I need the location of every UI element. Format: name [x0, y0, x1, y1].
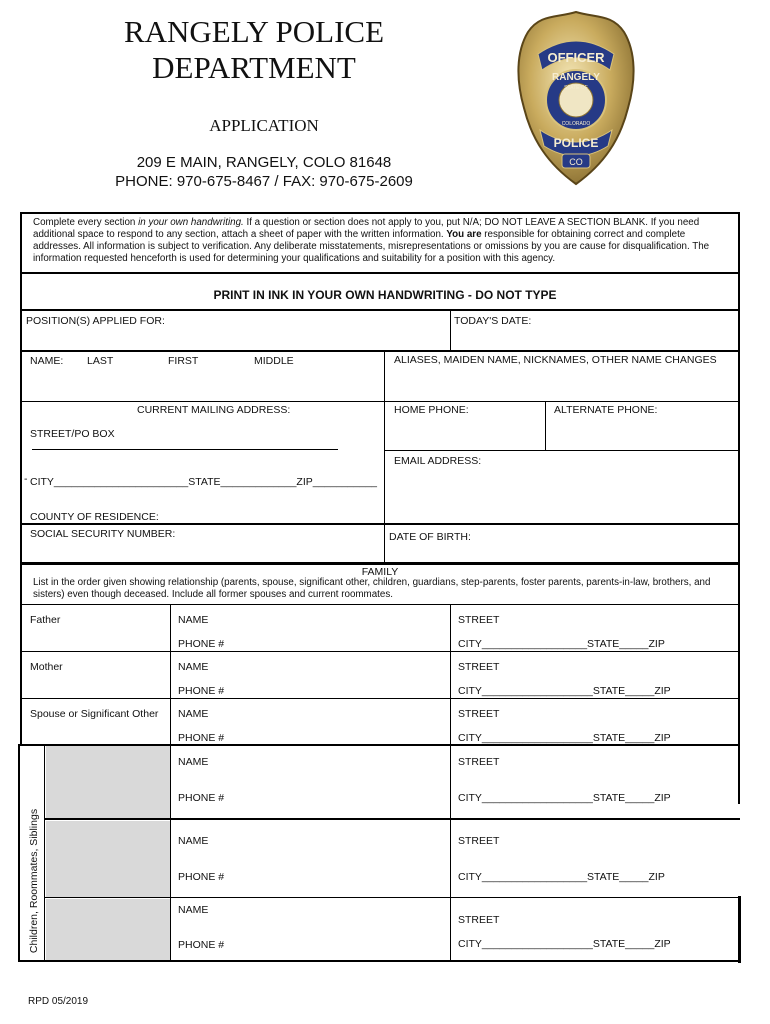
alternate-phone-label: ALTERNATE PHONE: — [554, 404, 658, 416]
print-in-ink-banner: PRINT IN INK IN YOUR OWN HANDWRITING - DO NOT TYPE — [213, 288, 557, 302]
city-state-zip-line[interactable]: CITY_______________________STATE_____________ZIP___________ — [30, 476, 377, 488]
aliases-label: ALIASES, MAIDEN NAME, NICKNAMES, OTHER NAME CHANGES — [394, 354, 717, 366]
child-2-relationship-cell[interactable] — [46, 821, 170, 897]
name-label: NAME: — [30, 355, 64, 367]
title-line-2: DEPARTMENT — [152, 50, 356, 85]
badge-co-text: CO — [569, 157, 583, 167]
mother-label: Mother — [30, 661, 63, 673]
spouse-label: Spouse or Significant Other — [30, 708, 159, 720]
father-phone-label: PHONE # — [178, 638, 225, 650]
first-name-label: FIRST — [168, 355, 199, 367]
father-name-label: NAME — [178, 614, 209, 626]
home-phone-input[interactable] — [390, 420, 540, 446]
spouse-street-label: STREET — [458, 708, 500, 720]
title-line-1: RANGELY POLICE — [123, 14, 385, 49]
mailing-address-label: CURRENT MAILING ADDRESS: — [137, 404, 291, 416]
child-3-phone-label: PHONE # — [178, 939, 225, 951]
child-3-name-label: NAME — [178, 904, 209, 916]
county-input[interactable] — [170, 508, 378, 522]
email-label: EMAIL ADDRESS: — [394, 455, 482, 467]
family-heading: FAMILY — [361, 566, 399, 578]
alternate-phone-input[interactable] — [550, 420, 734, 446]
spouse-phone-label: PHONE # — [178, 732, 225, 744]
father-city-line[interactable]: CITY__________________STATE_____ZIP — [458, 638, 665, 650]
street-po-box-label: STREET/PO BOX — [30, 428, 115, 440]
badge-state2-text: COLORADO — [561, 121, 591, 127]
badge-police-text: POLICE — [553, 136, 599, 150]
family-instructions: List in the order given showing relationship (parents, spouse, significant other, children, guardians, step-parents, foster parents, parents-in-law, brothers, and sisters) even though deceased. Include all former spouses and current roommates. — [33, 577, 711, 600]
spouse-city-line[interactable]: CITY___________________STATE_____ZIP — [458, 732, 671, 744]
email-input[interactable] — [390, 470, 734, 518]
todays-date-input[interactable] — [454, 330, 734, 348]
department-phone-fax: PHONE: 970-675-8467 / FAX: 970-675-2609 — [115, 173, 413, 190]
dob-label: DATE OF BIRTH: — [389, 531, 471, 543]
father-street-label: STREET — [458, 614, 500, 626]
child-3-street-label: STREET — [458, 914, 500, 926]
aliases-input[interactable] — [390, 370, 734, 398]
child-1-phone-label: PHONE # — [178, 792, 225, 804]
instructions-text: Complete every section in your own handwriting. If a question or section does not apply to you, put N/A; DO NOT LEAVE A SECTION BLANK. If you need additional space to respond to any section, attach a sheet of paper with the written information. You are responsible for obtaining correct and complete addresses. All information is subject to verification. Any deliberate misstatements, misrepresentations or omissions by you are cause for disqualification. The information requested henceforth is used for determining your qualifications and suitability for a position with this agency. — [33, 217, 710, 264]
father-label: Father — [30, 614, 61, 626]
spouse-name-label: NAME — [178, 708, 209, 720]
child-2-street-label: STREET — [458, 835, 500, 847]
child-2-phone-label: PHONE # — [178, 871, 225, 883]
county-label: COUNTY OF RESIDENCE: — [30, 511, 159, 523]
child-2-name-label: NAME — [178, 835, 209, 847]
badge-name-text: RANGELY — [552, 72, 600, 83]
todays-date-label: TODAY'S DATE: — [454, 315, 532, 327]
mother-name-label: NAME — [178, 661, 209, 673]
child-1-city-line[interactable]: CITY___________________STATE_____ZIP — [458, 792, 671, 804]
child-1-name-label: NAME — [178, 756, 209, 768]
ssn-label: SOCIAL SECURITY NUMBER: — [30, 528, 176, 540]
mother-phone-label: PHONE # — [178, 685, 225, 697]
street-po-box-input[interactable] — [120, 428, 338, 446]
ssn-input[interactable] — [26, 542, 378, 560]
mother-street-label: STREET — [458, 661, 500, 673]
child-3-relationship-cell[interactable] — [46, 899, 170, 960]
position-applied-input[interactable] — [26, 330, 446, 348]
full-name-input[interactable] — [26, 370, 378, 398]
dash-mark: - — [24, 473, 28, 485]
department-address: 209 E MAIN, RANGELY, COLO 81648 — [136, 154, 392, 171]
child-1-relationship-cell[interactable] — [46, 746, 170, 818]
position-applied-label: POSITION(S) APPLIED FOR: — [26, 315, 165, 327]
child-2-city-line[interactable]: CITY__________________STATE_____ZIP — [458, 871, 665, 883]
middle-name-label: MIDDLE — [254, 355, 294, 367]
child-1-street-label: STREET — [458, 756, 500, 768]
children-roommates-siblings-label: Children, Roommates, Siblings — [28, 808, 40, 954]
mother-city-line[interactable]: CITY___________________STATE_____ZIP — [458, 685, 671, 697]
badge-officer-text: OFFICER — [547, 50, 605, 65]
child-3-city-line[interactable]: CITY___________________STATE_____ZIP — [458, 938, 671, 950]
form-revision-code: RPD 05/2019 — [28, 996, 89, 1007]
police-badge-logo — [512, 8, 640, 188]
dob-input[interactable] — [470, 528, 734, 558]
last-name-label: LAST — [87, 355, 114, 367]
badge-state-text: STATE OF — [564, 85, 588, 91]
home-phone-label: HOME PHONE: — [394, 404, 469, 416]
application-heading: APPLICATION — [209, 116, 319, 135]
